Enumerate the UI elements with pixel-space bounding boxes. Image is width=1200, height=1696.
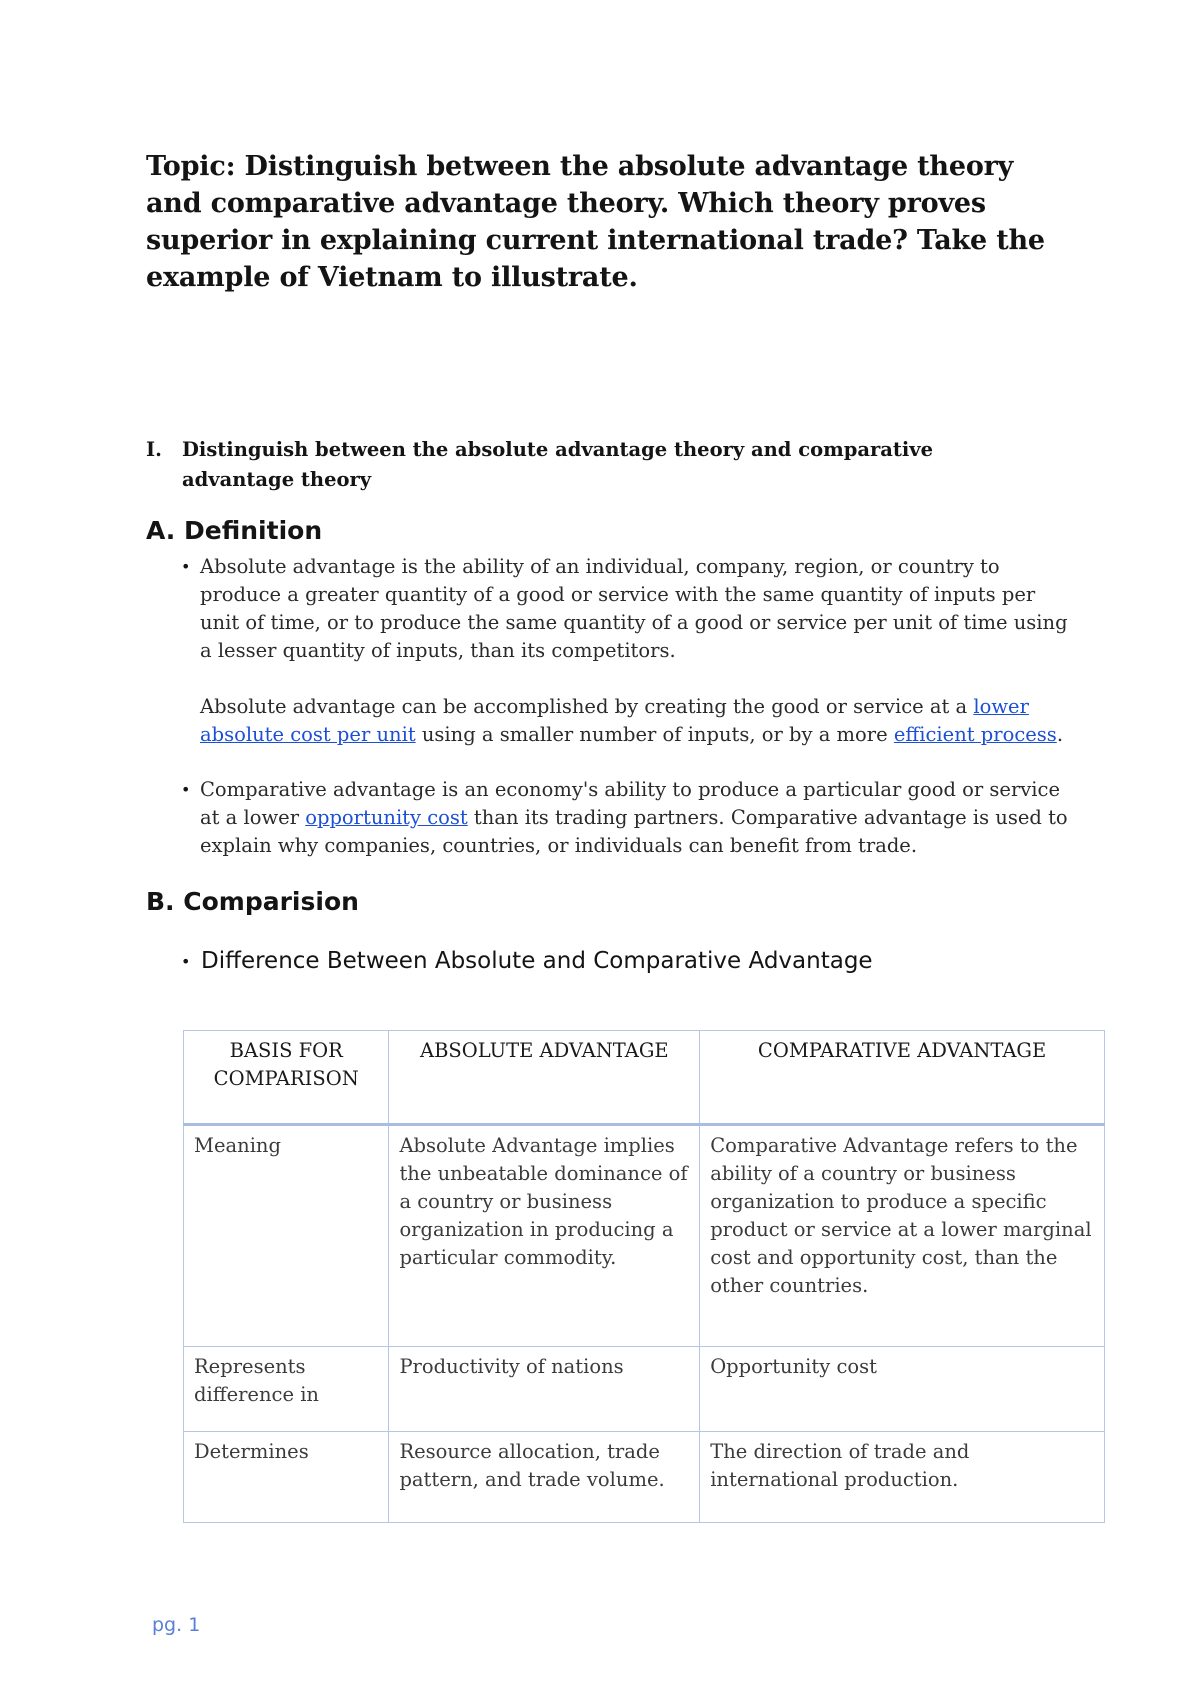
table-cell-comparative: The direction of trade and international production. [700,1432,1105,1523]
comparison-subheading-text: Difference Between Absolute and Comparative Advantage [201,948,873,974]
table-cell-comparative: Comparative Advantage refers to the ability of a country or business organization to produce a specific product or service at a lower marginal cost and opportunity cost, than the other countries. [700,1125,1105,1347]
bullet-absolute: • [181,557,191,576]
section-1-title: Distinguish between the absolute advantage theory and comparative advantage theory [182,438,934,491]
table-cell-absolute: Absolute Advantage implies the unbeatable dominance of a country or business organization in producing a particular commodity. [389,1125,700,1347]
lower-absolute-cost-link[interactable]: lower absolute cost per unit [200,695,1029,746]
absolute-method-text-1: Absolute advantage can be accomplished by creating the good or service at a [200,695,974,718]
table-row [184,1347,1105,1432]
section-1-number: I. [146,438,162,461]
comparative-text-1: Comparative advantage is an economy's ability to produce a particular good or service at a lower [200,778,1060,829]
bullet-subheading: • [181,951,191,971]
table-cell-basis: Represents difference in [184,1347,389,1432]
absolute-method-text-2: using a smaller number of inputs, or by a more [415,723,894,746]
comparison-heading: B. Comparision [146,887,359,916]
absolute-method-text-3: . [1056,723,1064,746]
absolute-method-paragraph [200,693,1070,749]
definition-heading: A. Definition [146,516,323,545]
table-cell-basis: Meaning [184,1125,389,1347]
section-1-heading [146,435,1046,495]
page-number: pg. 1 [152,1614,201,1636]
table-header-row [184,1031,1105,1125]
comparative-text-2: than its trading partners. Comparative advantage is used to explain why companies, countries, or individuals can benefit from trade. [200,806,1068,857]
table-cell-absolute: Resource allocation, trade pattern, and trade volume. [389,1432,700,1523]
efficient-process-link[interactable]: efficient process [893,723,1057,746]
topic-heading: Topic: Distinguish between the absolute advantage theory and comparative advantage theory. Which theory proves superior in explaining current international trade? Take the example of Vietnam to illustrate. [146,151,1045,293]
opportunity-cost-link[interactable]: opportunity cost [305,806,468,829]
table-cell-basis: Determines [184,1432,389,1523]
table-row [184,1125,1105,1347]
table-row [184,1432,1105,1523]
table-header-absolute: ABSOLUTE ADVANTAGE [389,1031,700,1125]
table-header-comparative: COMPARATIVE ADVANTAGE [700,1031,1105,1125]
table-cell-comparative: Opportunity cost [700,1347,1105,1432]
comparative-definition-paragraph [200,776,1070,860]
comparison-table [183,1030,1105,1523]
comparison-subheading [181,948,873,974]
table-header-basis: BASIS FOR COMPARISON [184,1031,389,1125]
absolute-definition-paragraph: Absolute advantage is the ability of an individual, company, region, or country to produce a greater quantity of a good or service with the same quantity of inputs per unit of time, or to produce the same quantity of a good or service per unit of time using a lesser quantity of inputs, than its competitors. [200,555,1068,662]
table-cell-absolute: Productivity of nations [389,1347,700,1432]
bullet-comparative: • [181,780,191,799]
